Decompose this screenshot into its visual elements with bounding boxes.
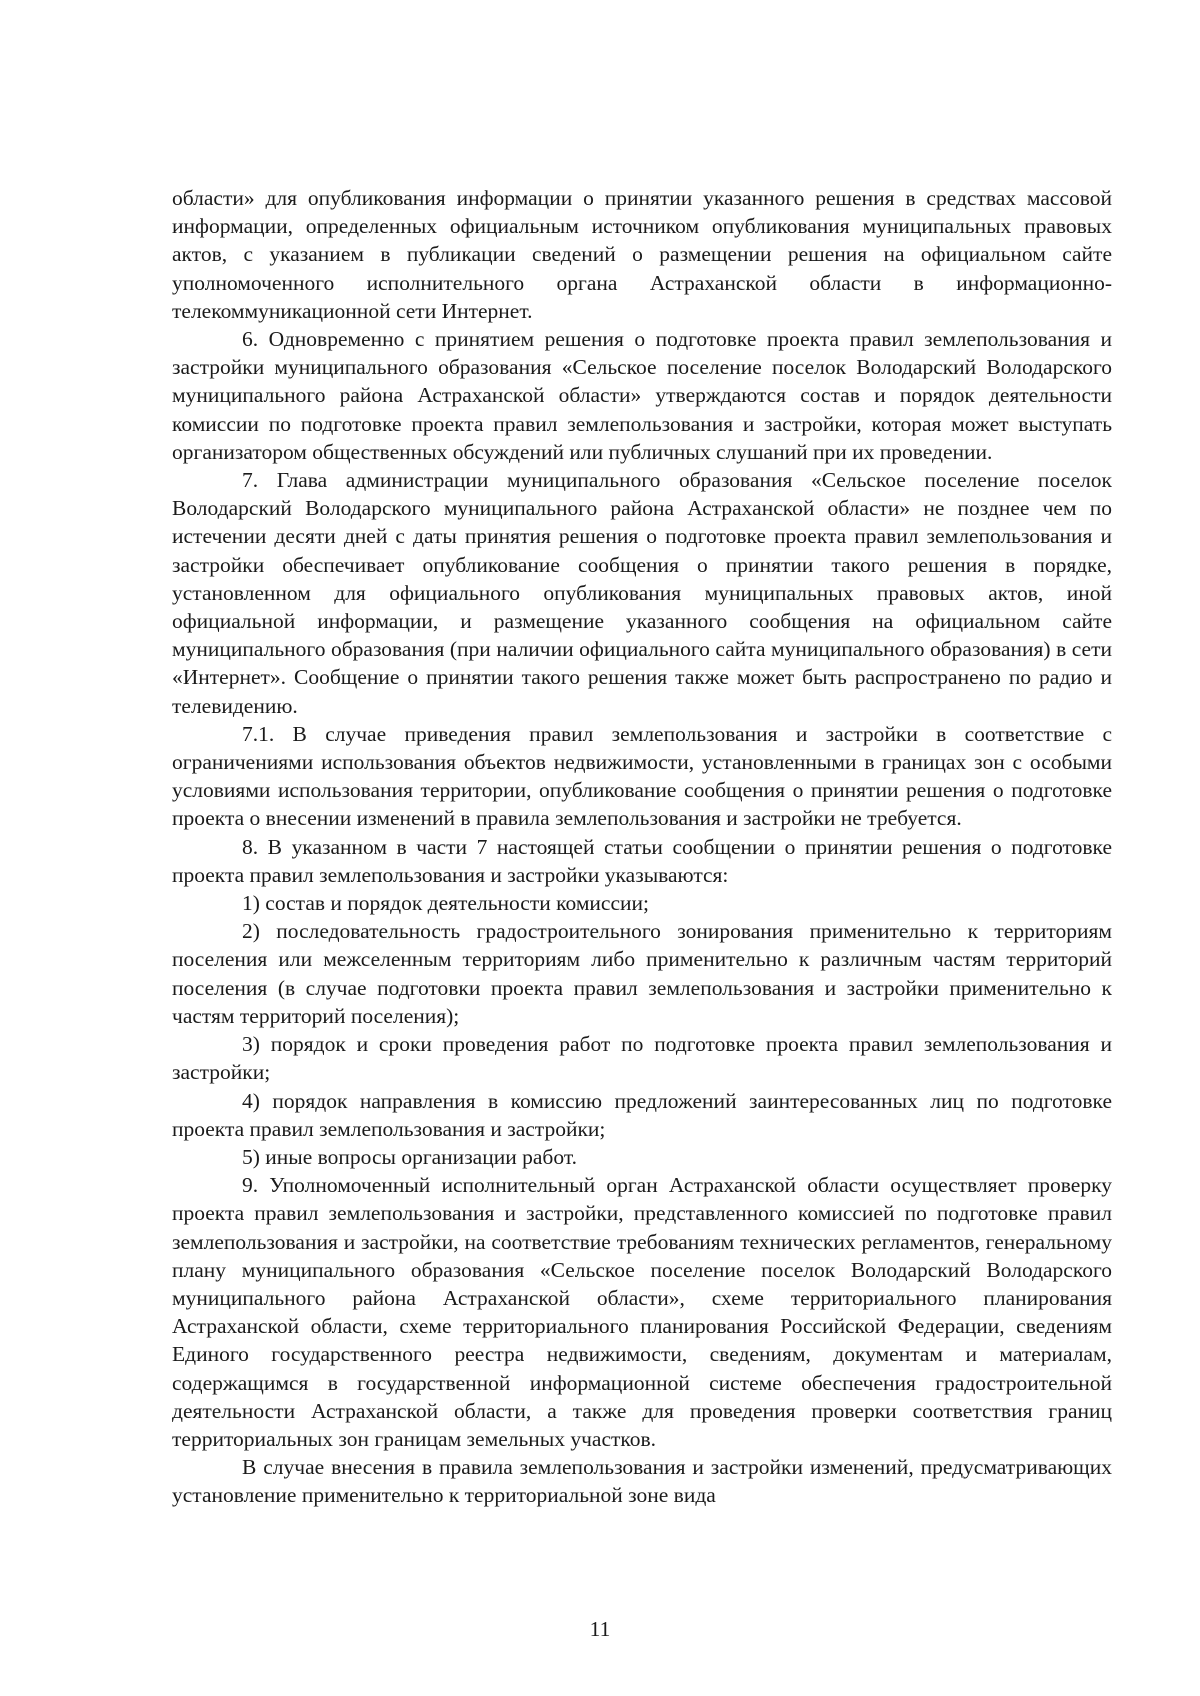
list-item-8-5: 5) иные вопросы организации работ. xyxy=(242,1144,577,1169)
list-item-8-4: 4) порядок направления в комиссию предложений заинтересованных лиц по подготовке проекта правил землепользования и застройки; xyxy=(172,1088,1112,1141)
page-number: 11 xyxy=(589,1617,611,1641)
paragraph-continuation: области» для опубликования информации о принятии указанного решения в средствах массовой информации, определенных официальным источником опубликования муниципальных правовых актов, с указанием в публикации сведений о размещении решения на официальном сайте уполномоченного исполнительного органа Астраханской области в информационно-телекоммуникационной сети Интернет. xyxy=(172,186,1112,323)
paragraph-item-6: 6. Одновременно с принятием решения о подготовке проекта правил землепользования и застройки муниципального образования «Сельское поселение поселок Володарский Володарского муниципального района Астраханской области» утверждаются состав и порядок деятельности комиссии по подготовке проекта правил землепользования и застройки, которая может выступать организатором общественных обсуждений или публичных слушаний при их проведении. xyxy=(172,327,1112,464)
paragraph-item-7: 7. Глава администрации муниципального образования «Сельское поселение поселок Володарский Володарского муниципального района Астраханской области» не позднее чем по истечении десяти дней с даты принятия решения о подготовке проекта правил землепользования и застройки обеспечивает опубликование сообщения о принятии такого решения в порядке, установленном для официального опубликования муниципальных правовых актов, иной официальной информации, и размещение указанного сообщения на официальном сайте муниципального образования (при наличии официального сайта муниципального образования) в сети «Интернет». Сообщение о принятии такого решения также может быть распространено по радио и телевидению. xyxy=(172,468,1112,718)
paragraph-item-7-1: 7.1. В случае приведения правил землепользования и застройки в соответствие с ограничениями использования объектов недвижимости, установленными в границах зон с особыми условиями использования территории, опубликование сообщения о принятии решения о подготовке проекта о внесении изменений в правила землепользования и застройки не требуется. xyxy=(172,721,1112,831)
list-item-8-3: 3) порядок и сроки проведения работ по подготовке проекта правил землепользования и застройки; xyxy=(172,1032,1112,1085)
paragraph-item-8: 8. В указанном в части 7 настоящей статьи сообщении о принятии решения о подготовке проекта правил землепользования и застройки указываются: xyxy=(172,834,1112,887)
list-item-8-2: 2) последовательность градостроительного зонирования применительно к территориям поселения или межселенным территориям либо применительно к различным частям территорий поселения (в случае подготовки проекта правил землепользования и застройки применительно к частям территорий поселения); xyxy=(172,919,1112,1028)
paragraph-item-9-continuation: В случае внесения в правила землепользования и застройки изменений, предусматривающих установление применительно к территориальной зоне вида xyxy=(172,1455,1112,1508)
list-item-8-1: 1) состав и порядок деятельности комиссии; xyxy=(242,891,649,916)
document-page xyxy=(172,184,1112,1510)
paragraph-item-9: 9. Уполномоченный исполнительный орган Астраханской области осуществляет проверку проекта правил землепользования и застройки, представленного комиссией по подготовке правил землепользования и застройки, на соответствие требованиям технических регламентов, генеральному плану муниципального образования «Сельское поселение поселок Володарский Володарского муниципального района Астраханской области», схеме территориального планирования Астраханской области, схеме территориального планирования Российской Федерации, сведениям Единого государственного реестра недвижимости, сведениям, документам и материалам, содержащимся в государственной информационной системе обеспечения градостроительной деятельности Астраханской области, а также для проведения проверки соответствия границ территориальных зон границам земельных участков. xyxy=(172,1173,1112,1451)
